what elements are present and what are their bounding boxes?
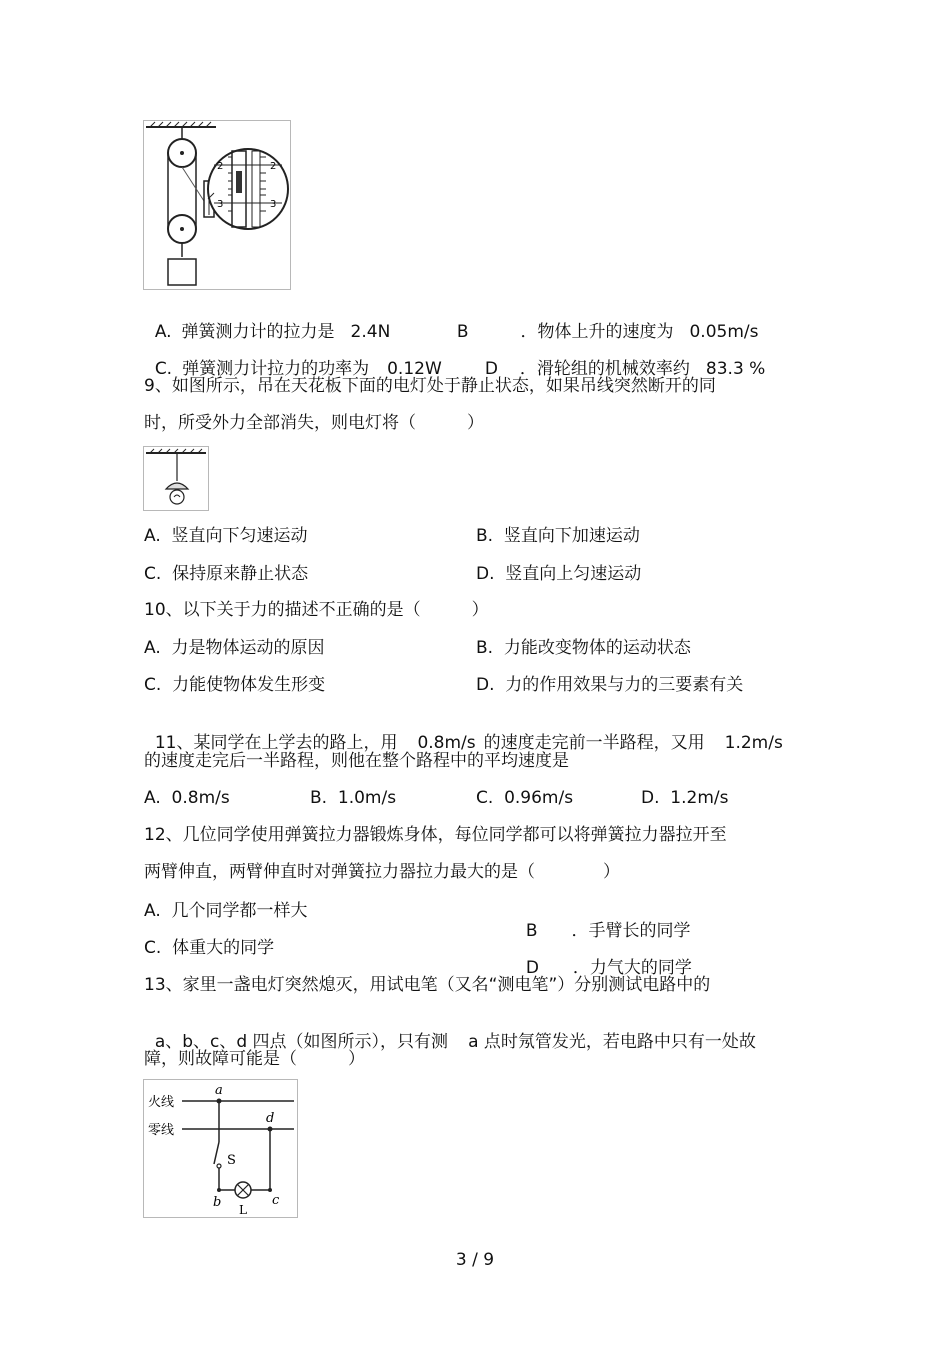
q8-option-a-label: A. [154, 322, 172, 342]
q8-option-d-label: D [484, 359, 498, 379]
scale-tick-right-2: 2 [270, 161, 277, 172]
q8-option-a [144, 302, 390, 342]
q9-stem-line-1: 9、如图所示，吊在天花板下面的电灯处于静止状态，如果吊线突然断开的同 [144, 376, 716, 396]
point-a-label: a [215, 1083, 223, 1098]
q12-stem-line-1: 12、几位同学使用弹簧拉力器锻炼身体，每位同学都可以将弹簧拉力器拉开至 [144, 825, 727, 845]
q12-option-a: A. 几个同学都一样大 [144, 901, 308, 921]
q8-option-a-value: 2.4N [350, 322, 391, 342]
page-number: 3 / 9 [455, 1250, 495, 1270]
scale-tick-left-3: 3 [217, 199, 224, 210]
q9-option-a: A. 竖直向下匀速运动 [144, 526, 308, 546]
q11-stem-line-2: 的速度走完后一半路程，则他在整个路程中的平均速度是 [144, 751, 569, 771]
q11-option-c: C. 0.96m/s [476, 788, 574, 808]
q13-stem-line-2-part-2: a 点时氖管发光，若电路中只有一处故 [468, 1032, 756, 1052]
q9-stem-line-2: 时，所受外力全部消失，则电灯将（ ） [144, 413, 484, 433]
q12-option-b-label: B [525, 921, 538, 941]
q13-stem-line-1: 13、家里一盏电灯突然熄灭，用试电笔（又名“测电笔”）分别测试电路中的 [144, 975, 711, 995]
q13-stem-line-2 [144, 1012, 756, 1052]
hanging-lamp-figure [143, 446, 209, 511]
q11-option-b: B. 1.0m/s [310, 788, 397, 808]
q10-option-d: D. 力的作用效果与力的三要素有关 [476, 675, 744, 695]
q9-option-c: C. 保持原来静止状态 [144, 564, 309, 584]
q11-option-a: A. 0.8m/s [144, 788, 230, 808]
q8-option-d-value: 83.3 % [705, 359, 766, 379]
q8-option-c-value: 0.12W [387, 359, 442, 379]
q8-option-c-text: 弹簧测力计拉力的功率为 [182, 359, 370, 379]
q8-option-b [446, 302, 758, 342]
pulley-spring-scale-figure [143, 120, 291, 290]
q8-option-b-value: 0.05m/s [689, 322, 759, 342]
q8-option-b-label: B [456, 322, 469, 342]
neutral-wire-label: 零线 [148, 1123, 175, 1138]
q11-stem-part-1: 11、某同学在上学去的路上，用 [154, 733, 398, 753]
q13-stem-line-3: 障，则故障可能是（ ） [144, 1049, 365, 1069]
q8-option-d [474, 339, 765, 379]
q11-stem-line-1 [144, 713, 783, 753]
q9-option-b: B. 竖直向下加速运动 [476, 526, 640, 546]
q8-option-a-text: 弹簧测力计的拉力是 [181, 322, 335, 342]
q12-option-d-text: ．力气大的同学 [572, 958, 692, 978]
point-d-label: d [266, 1111, 275, 1126]
scale-tick-left-2: 2 [217, 161, 224, 172]
q10-option-c: C. 力能使物体发生形变 [144, 675, 326, 695]
q10-option-b: B. 力能改变物体的运动状态 [476, 638, 691, 658]
q12-option-b [515, 901, 690, 941]
q8-option-d-text: ．滑轮组的机械效率约 [519, 359, 690, 379]
q10-stem: 10、以下关于力的描述不正确的是（ ） [144, 600, 489, 620]
q12-option-d [515, 938, 692, 978]
circuit-diagram-figure [143, 1079, 298, 1218]
q12-stem-line-2: 两臂伸直，两臂伸直时对弹簧拉力器拉力最大的是（ ） [144, 862, 620, 882]
q11-option-d: D. 1.2m/s [641, 788, 729, 808]
scale-tick-right-3: 3 [270, 199, 277, 210]
q9-option-d: D. 竖直向上匀速运动 [476, 564, 642, 584]
q13-stem-line-2-part-1: a、b、c、d 四点（如图所示），只有测 [154, 1032, 449, 1052]
q12-option-c: C. 体重大的同学 [144, 938, 275, 958]
q10-option-a: A. 力是物体运动的原因 [144, 638, 325, 658]
q11-stem-value-2: 1.2m/s [724, 733, 783, 753]
point-b-label: b [213, 1195, 222, 1210]
switch-label: S [227, 1153, 236, 1168]
q8-option-c [144, 339, 442, 379]
point-c-label: c [272, 1193, 280, 1208]
lamp-label: L [239, 1203, 247, 1217]
q12-option-d-label: D [525, 958, 539, 978]
q11-stem-value-1: 0.8m/s [417, 733, 476, 753]
q12-option-b-text: ．手臂长的同学 [571, 921, 691, 941]
q8-option-b-text: ．物体上升的速度为 [520, 322, 674, 342]
live-wire-label: 火线 [148, 1095, 175, 1110]
q11-stem-part-2: 的速度走完前一半路程，又用 [483, 733, 705, 753]
q8-option-c-label: C. [154, 359, 173, 379]
